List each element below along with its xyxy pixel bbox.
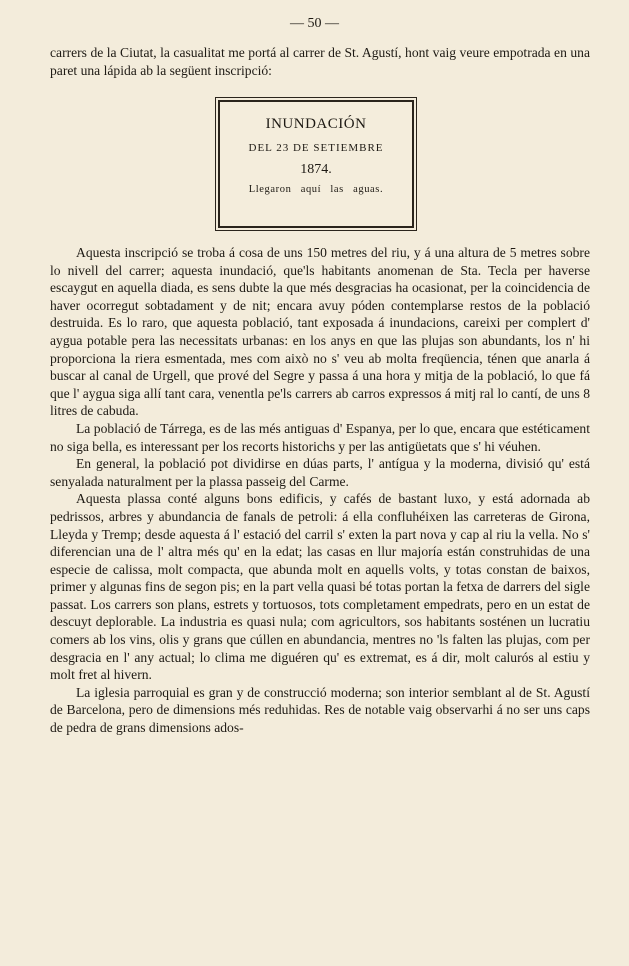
paragraph: Aquesta plassa conté alguns bons edificis, y cafés de bastant luxo, y está adornada ab pedrissos, arbres y abundancia de fanals de petroli: á ella confluhéixen las carreteras de Girona, Lleyda y Tremp; desde aquesta á l' estació del carril s' exten la part nova y cap al riu la vella. No s' diferencian una de l' altra més qu' en la edat; las casas en llur majoría están construhidas de una especie de calissa, molt compacta, que abunda molt en aquells volts, y totas constan de baixos, primer y algunas fins de segon pis; en la part vella quasi bé totas portan la fetxa de darrers del sigle passat. Los carrers son plans, estrets y tortuosos, tots completament empedrats, pero en un estat de descuyt deplorable. La industria es quasi nula; com agricultors, sos habitants sosténen un lucratiu comers ab los vins, olis y grans que cúllen en abundancia, mentres no 'ls falten las plujas, com per desgracia en l' any actual; lo clima me diguéren qu' es extremat, es á dir, molt calurós al estiu y molt fret al hivern.	[50, 491, 590, 683]
intro-paragraph: carrers de la Ciutat, la casualitat me portá al carrer de St. Agustí, hont vaig veure empotrada en una paret una lápida ab la següent inscripció:	[50, 45, 590, 78]
paragraph: La iglesia parroquial es gran y de construcció moderna; son interior semblant al de St. Agustí de Barcelona, pero de dimensions més reduhidas. Res de notable vaig observarhi á no ser uns caps de pedra de grans dimensions ados-	[50, 684, 590, 736]
page-number: — 50 —	[290, 16, 339, 31]
paragraph: La població de Tárrega, es de las més antiguas d' Espanya, per lo que, encara que estéticament no siga bella, es interessant per los recorts historichs y per las antigüetats que s' hi véuhen.	[50, 420, 590, 454]
inscription-plaque	[218, 100, 414, 228]
inscription-caption: Llegaron aquí las aguas.	[248, 184, 384, 195]
inscription-title: INUNDACIÓN	[265, 116, 367, 132]
body-text	[50, 244, 590, 737]
paragraph: En general, la població pot dividirse en dúas parts, l' antígua y la moderna, divisió qu' está senyalada naturalment per la plassa passeig del Carme.	[50, 456, 590, 489]
paragraph: Aquesta inscripció se troba á cosa de uns 150 metres del riu, y á una altura de 5 metres sobre lo nivell del carrer; aquesta inundació, que'ls habitants anomenan de Sta. Tecla per haverse escaygut en aquella diada, es sens dubte la que més desgracias ha ocasionat, per la coincidencia de haver ocorregut sobtadament y de nit; encara avuy póden contemplarse restos de la població destruida. Es lo raro, que aquesta població, tant exposada á inundacions, careixi per complert d' aygua potable pera las necessitats urbanas: en los anys en que las plujas son abundants, los n' hi proporciona la riera esmentada, mes com això no s' veu ab molta freqüencia, ténen que anarla á buscar al canal de Urgell, que prové del Segre y passa á una hora y mitja de la població, lo que fá que l' aygua siga allí tant cara, venentla pe'ls carrers ab carros expressos á mitj ral lo cantí, de uns 8 litres de cabuda.	[50, 245, 590, 419]
intro-text	[50, 44, 590, 79]
inscription-year: 1874.	[300, 162, 332, 177]
inscription-date: DEL 23 DE SETIEMBRE	[248, 142, 384, 154]
